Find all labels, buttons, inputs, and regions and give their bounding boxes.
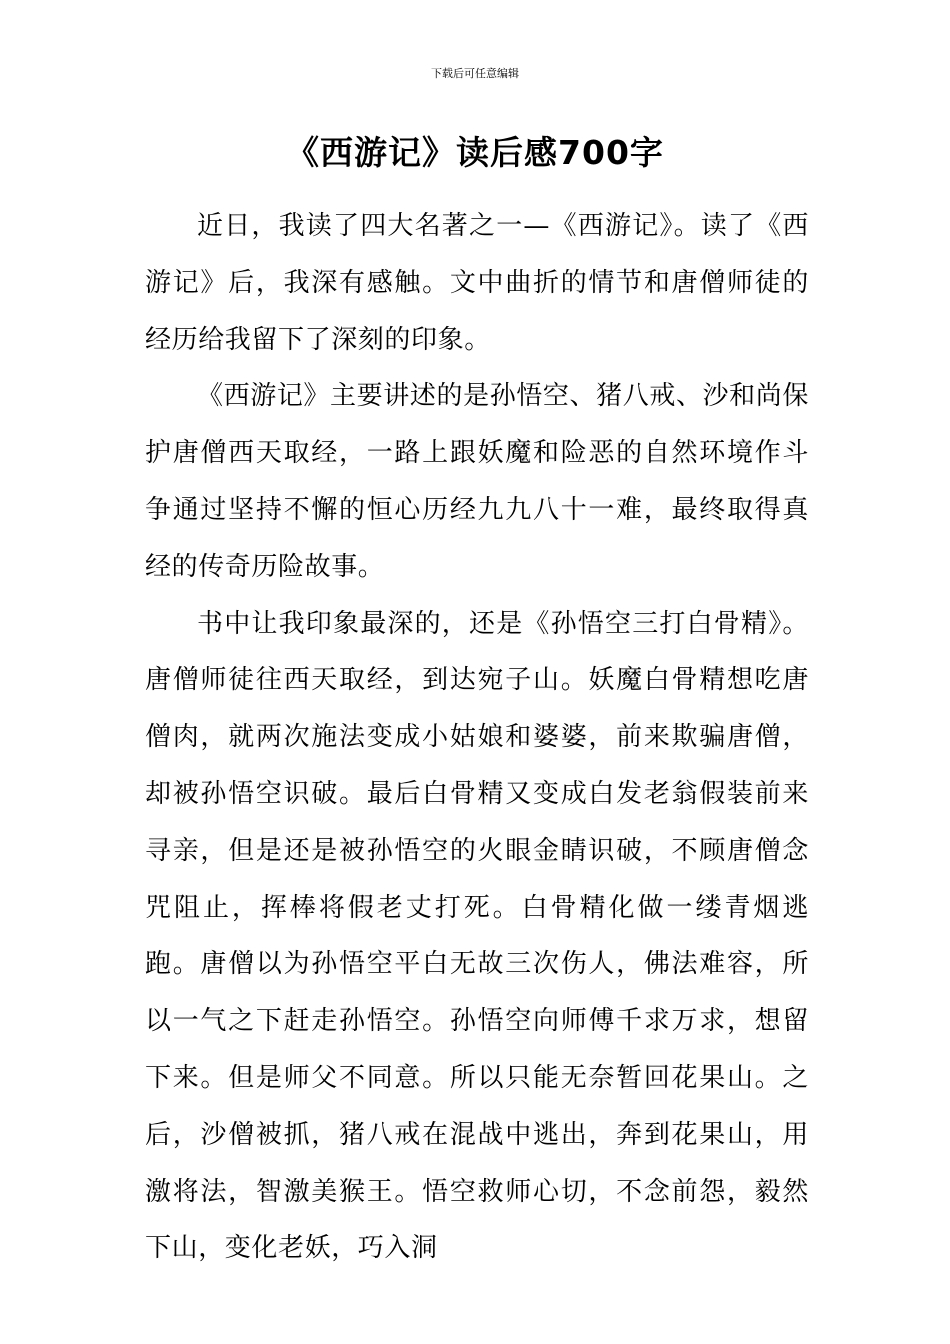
document-body	[145, 198, 809, 1277]
paragraph-intro: 近日，我读了四大名著之一—《西游记》。读了《西游记》后，我深有感触。文中曲折的情节和唐僧师徒的经历给我留下了深刻的印象。	[145, 211, 809, 355]
paragraph-story: 书中让我印象最深的，还是《孙悟空三打白骨精》。唐僧师徒往西天取经，到达宛子山。妖魔白骨精想吃唐僧肉，就两次施法变成小姑娘和婆婆，前来欺骗唐僧，却被孙悟空识破。最后白骨精又变成白发老翁假装前来寻亲，但是还是被孙悟空的火眼金睛识破，不顾唐僧念咒阻止，挥棒将假老丈打死。白骨精化做一缕青烟逃跑。唐僧以为孙悟空平白无故三次伤人，佛法难容，所以一气之下赶走孙悟空。孙悟空向师傅千求万求，想留下来。但是师父不同意。所以只能无奈暂回花果山。之后，沙僧被抓，猪八戒在混战中逃出，奔到花果山，用激将法，智激美猴王。悟空救师心切，不念前怨，毅然下山，变化老妖，巧入洞	[145, 608, 809, 1264]
page-header-note: 下载后可任意编辑	[431, 67, 519, 80]
paragraph-summary: 《西游记》主要讲述的是孙悟空、猪八戒、沙和尚保护唐僧西天取经，一路上跟妖魔和险恶的自然环境作斗争通过坚持不懈的恒心历经九九八十一难，最终取得真经的传奇历险故事。	[145, 381, 809, 582]
document-title: 《西游记》读后感700字	[286, 133, 664, 172]
